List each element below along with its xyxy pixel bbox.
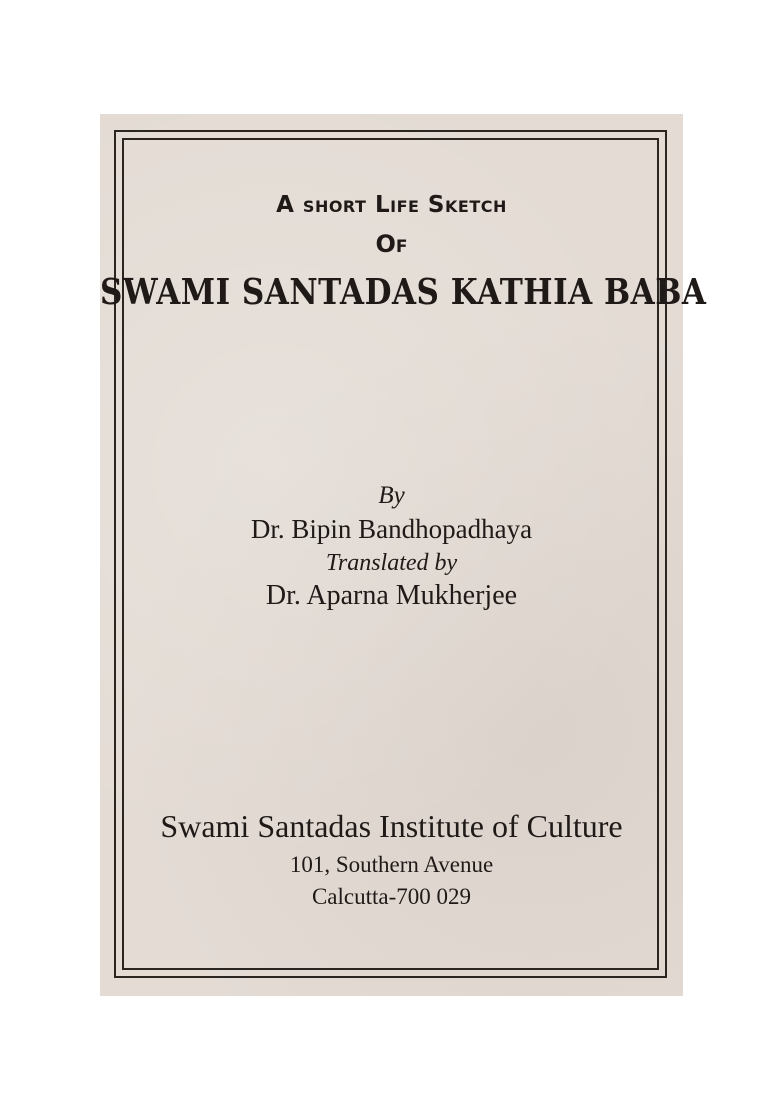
book-title-page [100,114,707,996]
title-line-2: Of [375,230,408,258]
main-title: SWAMI SANTADAS KATHIA BABA [100,272,707,314]
title-line-1: A short Life Sketch [276,192,507,218]
translator-name: Dr. Aparna Mukherjee [265,580,518,611]
publisher-address-line-2: Calcutta-700 029 [311,884,472,909]
publisher-address-line-1: 101, Southern Avenue [289,852,494,877]
publisher-name: Swami Santadas Institute of Culture [160,808,623,844]
by-label: By [378,482,405,509]
author-name: Dr. Bipin Bandhopadhaya [250,514,533,544]
translated-by-label: Translated by [325,550,458,576]
